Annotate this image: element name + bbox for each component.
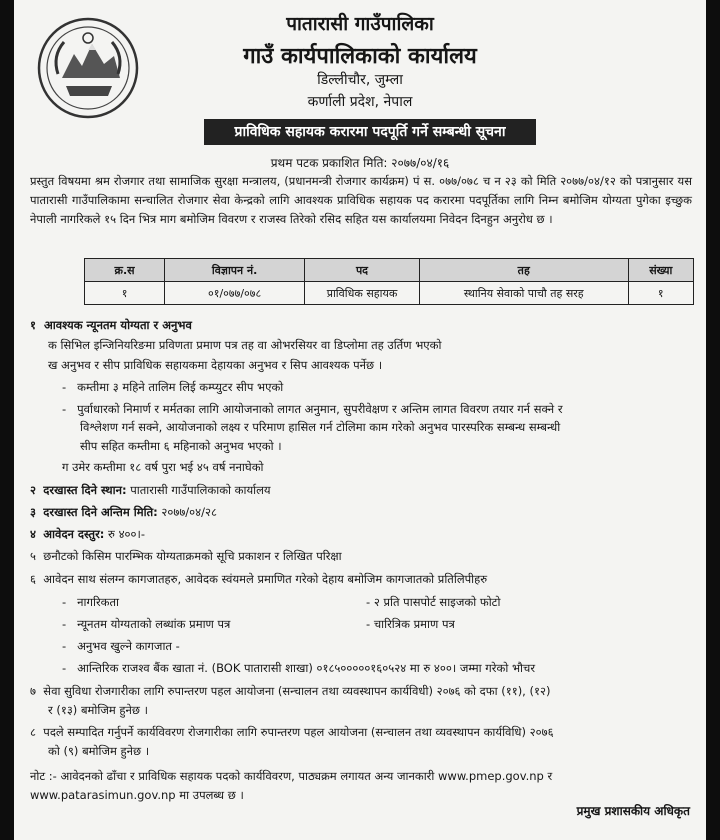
document-text: आन्तिरिक राजश्व बैंक खाता नं. (BOK पातारासी शाखा) ०१८५०००००१६०५२४ मा रु ४००। जम्मा गरेको भौचर [77, 661, 536, 675]
org-name: पातारासी गाउँपालिका [286, 13, 434, 35]
section-7 [30, 684, 550, 699]
document-item: - आन्तिरिक राजश्व बैंक खाता नं. (BOK पातारासी शाखा) ०१८५०००००१६०५२४ मा रु ४००। जम्मा गरेको भौचर [62, 661, 536, 675]
table-header-row [85, 259, 694, 282]
office-name: गाउँ कार्यपालिकाको कार्यालय [243, 44, 477, 69]
note-line-1: नोट :- आवेदनको ढाँचा र प्राविधिक सहायक पदको कार्यविवरण, पाठ्यक्रम लगायत अन्य जानकारी www.pmep.gov.np र [30, 769, 553, 783]
col-count-header: संख्या [628, 259, 693, 282]
intro-paragraph: प्रस्तुत विषयमा श्रम रोजगार तथा सामाजिक सुरक्षा मन्त्रालय, (प्रधानमन्त्री रोजगार कार्यक्रम) पं स. ०७७/०७८ च न २३ को मिति २०७७/०४/१२ को पत्रानुसार यस पातारासी गाउँपालिकामा सन्चालित रोजगार सेवा केन्द्रको लागि आवश्यक प्राविधिक सहायक पद करारमा पदपूर्तिका लागि निम्न बमोजिम योग्यता पुगेका इच्छुक नेपाली नागरिकले १५ दिन भित्र माग बमोजिम विवरण र राजस्व तिरेको रसिद सहित यस कार्यालयमा निवेदन दिनहुन अनुरोध छ । [30, 174, 692, 226]
notice-title-banner: प्राविधिक सहायक करारमा पदपूर्ति गर्ने सम्बन्धी सूचना [204, 119, 536, 145]
section-8 [30, 725, 554, 740]
section-number: ३ [30, 505, 36, 519]
bullet-text: पुर्वाधारको निमार्ण र मर्मतका लागि आयोजनाको लागत अनुमान, सुपरीवेक्षण र अन्तिम लागत विवरण तयार गर्न सक्ने र [77, 402, 563, 416]
notice-document [14, 0, 706, 840]
qualification-a: क सिभिल इन्जिनियरिङमा प्रविणता प्रमाण पत्र तह वा ओभरसियर वा डिप्लोमा तह उर्तिण भएको [48, 338, 442, 352]
cell-serial: १ [85, 282, 165, 305]
section-2 [30, 483, 271, 498]
col-serial-header: क्र.स [85, 259, 165, 282]
section-text: छनौटको किसिम पारम्भिक योग्यताक्रमको सूचि प्रकाशन र लिखित परिक्षा [43, 549, 342, 563]
document-text: चारित्रिक प्रमाण पत्र [373, 617, 455, 631]
document-text: नागरिकता [77, 595, 120, 609]
section-number: १ [30, 318, 36, 332]
section-label: आवेदन दस्तुर: [43, 527, 105, 541]
bullet-item: - पुर्वाधारको निमार्ण र मर्मतका लागि आयोजनाको लागत अनुमान, सुपरीवेक्षण र अन्तिम लागत विवरण तयार गर्न सक्ने र [62, 402, 563, 416]
col-post-header: पद [305, 259, 420, 282]
document-text: अनुभव खुल्ने कागजात - [77, 639, 180, 653]
vacancy-table [84, 258, 694, 305]
note-line-2: www.patarasimun.gov.np मा उपलब्ध छ । [30, 788, 244, 802]
document-item: - नागरिकता [62, 595, 120, 609]
address-line-2: कर्णाली प्रदेश, नेपाल [307, 94, 413, 110]
bullet-item: - कम्तीमा ३ महिने तालिम लिई कम्प्युटर सीप भएको [62, 380, 284, 394]
section-6 [30, 572, 487, 587]
section-3 [30, 505, 217, 520]
section-7-continuation: र (१३) बमोजिम हुनेछ । [48, 703, 148, 717]
section-text: आवेदन साथ संलग्न कागजातहरु, आवेदक स्वंयमले प्रमाणित गरेको देहाय बमोजिम कागजातको प्रतिलिपीहरु [43, 572, 488, 586]
section-number: ४ [30, 527, 36, 541]
col-level-header: तह [419, 259, 628, 282]
document-item: - न्यूनतम योग्यताको लब्धांक प्रमाण पत्र [62, 617, 231, 631]
published-date: प्रथम पटक प्रकाशित मिति: २०७७/०४/१६ [270, 156, 450, 170]
bullet-continuation: सीप सहित कम्तीमा ६ महिनाको अनुभव भएको । [80, 439, 282, 453]
document-item: - अनुभव खुल्ने कागजात - [62, 639, 180, 653]
cell-level: स्थानिय सेवाको पाचौ तह सरह [419, 282, 628, 305]
signature-title: प्रमुख प्रशासकीय अधिकृत [576, 804, 690, 818]
cell-advert-no: ०१/०७७/०७८ [165, 282, 305, 305]
section-text: सेवा सुविधा रोजगारीका लागि रुपान्तरण पहल आयोजना (सन्चालन तथा व्यवस्थापन कार्यविधी) २०७६ को दफा (११), (१२) [43, 684, 551, 698]
section-number: २ [30, 483, 36, 497]
qualification-b: ख अनुभव र सीप प्राविधिक सहायकमा देहायका अनुभव र सिप आवश्यक पर्नेछ । [48, 358, 383, 372]
section-value: रु ४००।- [108, 527, 146, 541]
col-advert-header: विज्ञापन नं. [165, 259, 305, 282]
document-item: - २ प्रति पासपोर्ट साइजको फोटो [366, 595, 501, 609]
section-number: ७ [30, 684, 36, 698]
section-number: ५ [30, 549, 36, 563]
bullet-text: कम्तीमा ३ महिने तालिम लिई कम्प्युटर सीप भएको [77, 380, 284, 394]
qualification-c: ग उमेर कम्तीमा १८ वर्ष पुरा भई ४५ वर्ष ननाघेको [62, 460, 264, 474]
document-text: २ प्रति पासपोर्ट साइजको फोटो [373, 595, 501, 609]
cell-post: प्राविधिक सहायक [305, 282, 420, 305]
section-value: २०७७/०४/२८ [161, 505, 217, 519]
section-1-heading [30, 318, 192, 333]
table-row [85, 282, 694, 305]
section-label: दरखास्त दिने अन्तिम मिति: [43, 505, 158, 519]
section-number: ६ [30, 572, 36, 586]
bullet-continuation: विश्लेशण गर्न सक्ने, आयोजनाको लक्ष्य र परिमाण हासिल गर्न टोलिमा काम गरेको अनुभव पारस्परिक सम्बन्ध सम्बन्धी [80, 420, 561, 434]
section-number: ८ [30, 725, 36, 739]
cell-count: १ [628, 282, 693, 305]
document-text: न्यूनतम योग्यताको लब्धांक प्रमाण पत्र [77, 617, 231, 631]
section-text: पदले सम्पादित गर्नुपर्ने कार्यविवरण रोजगारीका लागि रुपान्तरण पहल आयोजना (सन्चालन तथा व्यवस्थापन कार्यविधि) २०७६ [43, 725, 554, 739]
section-label: दरखास्त दिने स्थान: [43, 483, 127, 497]
section-value: पातारासी गाउँपालिकाको कार्यालय [130, 483, 271, 497]
address-line-1: डिल्लीचौर, जुम्ला [317, 72, 403, 88]
section-title: आवश्यक न्यूनतम योग्यता र अनुभव [44, 318, 192, 332]
document-item: - चारित्रिक प्रमाण पत्र [366, 617, 455, 631]
section-8-continuation: को (९) बमोजिम हुनेछ । [48, 744, 150, 758]
section-5 [30, 549, 342, 564]
section-4 [30, 527, 145, 542]
